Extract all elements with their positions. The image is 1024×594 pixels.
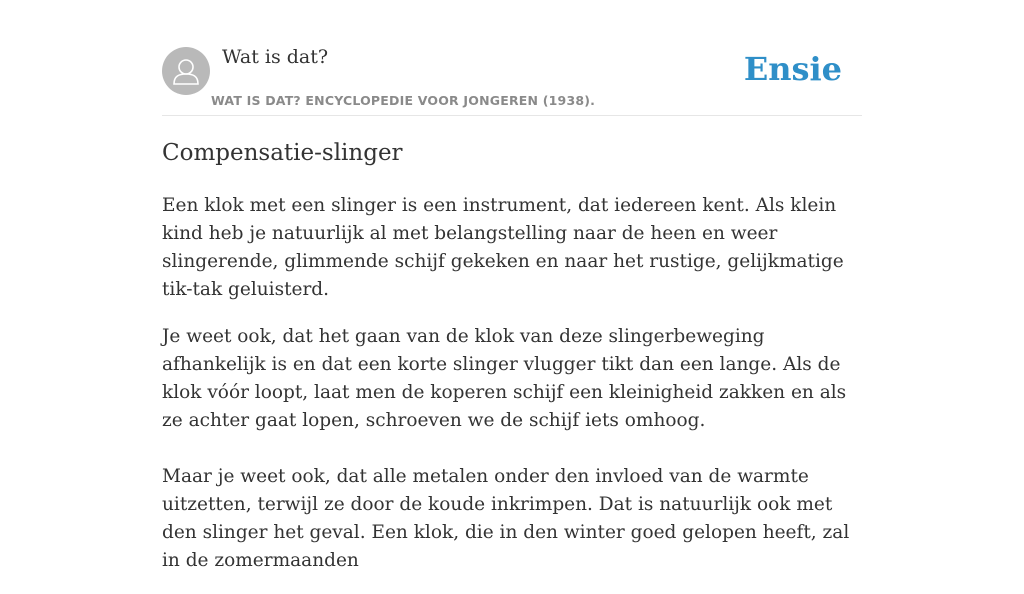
avatar[interactable] [162, 47, 210, 95]
article-paragraph: Je weet ook, dat het gaan van de klok van deze slingerbeweging afhankelijk is en dat een korte slinger vlugger tikt dan een lange. Als de klok vóór loopt, laat men de koperen schijf een kleinigheid zakken en als ze achter gaat lopen, schroeven we de schijf iets omhoog. [162, 326, 847, 431]
author-name[interactable]: Wat is dat? [222, 46, 329, 68]
page-container [162, 0, 862, 571]
ensie-logo[interactable]: Ensie [743, 50, 842, 88]
article-body [162, 192, 862, 594]
article-paragraph: Een klok met een slinger is een instrument, dat iedereen kent. Als klein kind heb je natuurlijk al met belangstelling naar de heen en weer slingerende, glimmende schijf gekeken en naar het rustige, gelijkmatige tik-tak geluisterd. [162, 195, 844, 300]
article-paragraph: Maar je weet ook, dat alle metalen onder den invloed van de warmte uitzetten, terwijl ze door de koude inkrimpen. Dat is natuurlijk ook met den slinger het geval. Een klok, die in den winter goed gelopen heeft, zal in de zomermaanden [162, 466, 850, 571]
source-label[interactable]: WAT IS DAT? ENCYCLOPEDIE VOOR JONGEREN (1938). [211, 93, 596, 108]
user-icon [162, 47, 210, 95]
article-header [162, 0, 862, 116]
article-title: Compensatie-slinger [162, 140, 403, 166]
